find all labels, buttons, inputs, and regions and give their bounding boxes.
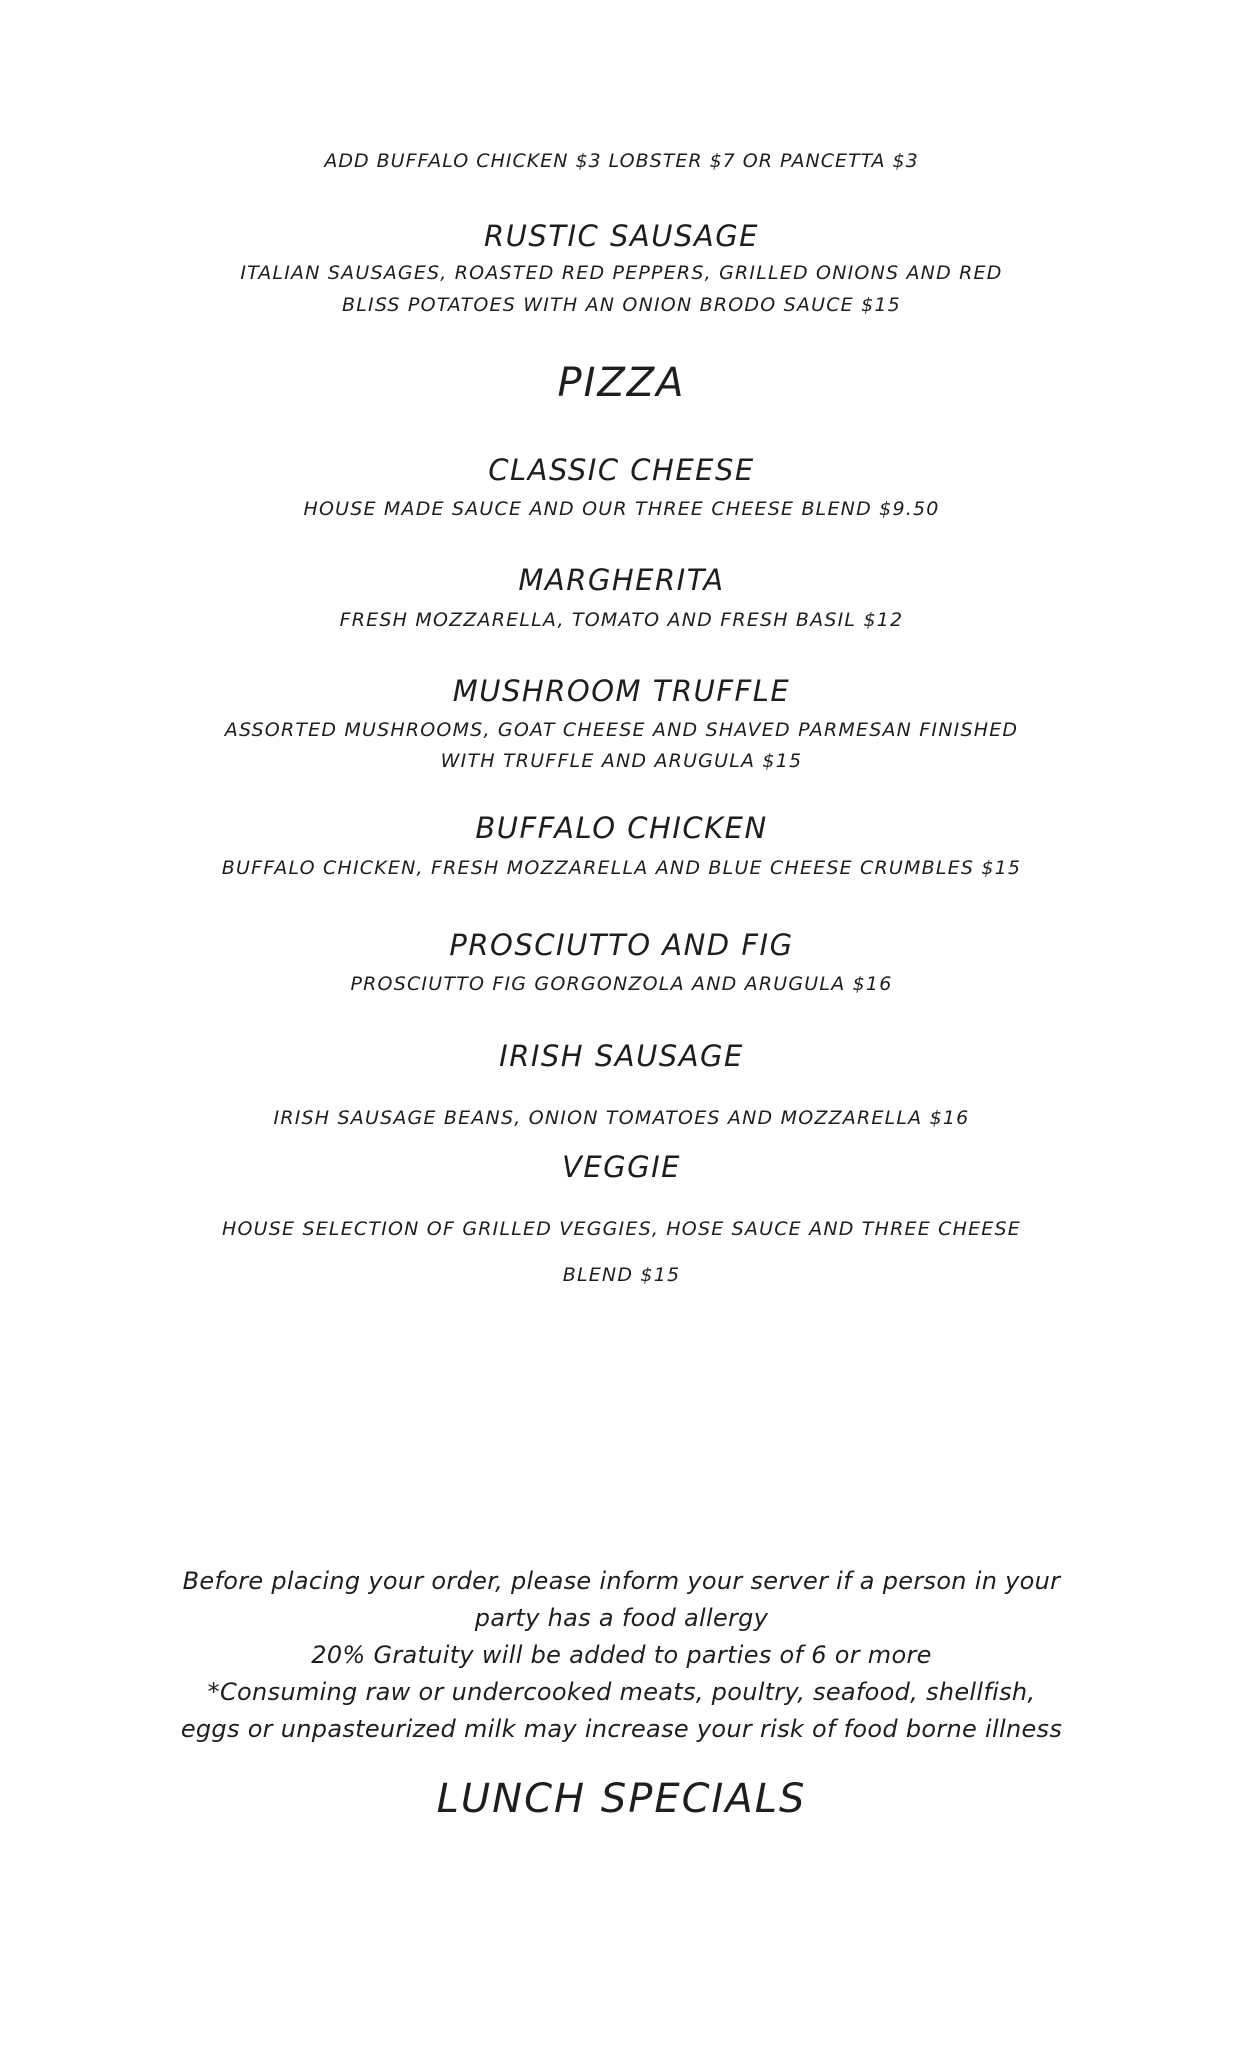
pizza-desc-veggie-2: BLEND $15: [562, 1264, 681, 1286]
pizza-title-irish-sausage: IRISH SAUSAGE: [499, 1039, 744, 1073]
lunch-specials-heading: LUNCH SPECIALS: [436, 1776, 807, 1822]
consumption-warning-2: eggs or unpasteurized milk may increase your risk of food borne illness: [180, 1715, 1063, 1743]
allergy-notice-2: party has a food allergy: [474, 1604, 769, 1632]
rustic-sausage-title: RUSTIC SAUSAGE: [483, 219, 760, 253]
pizza-desc-margherita: FRESH MOZZARELLA, TOMATO AND FRESH BASIL $12: [339, 609, 904, 631]
pizza-desc-irish-sausage: IRISH SAUSAGE BEANS, ONION TOMATOES AND MOZZARELLA $16: [273, 1107, 970, 1129]
pizza-heading: PIZZA: [557, 360, 686, 406]
pizza-title-prosciutto-fig: PROSCIUTTO AND FIG: [449, 928, 794, 962]
allergy-notice-1: Before placing your order, please inform your server if a person in your: [182, 1567, 1061, 1595]
pizza-desc-mushroom-truffle-1: ASSORTED MUSHROOMS, GOAT CHEESE AND SHAVED PARMESAN FINISHED: [224, 719, 1019, 741]
consumption-warning-1: *Consuming raw or undercooked meats, poultry, seafood, shellfish,: [207, 1678, 1036, 1706]
pizza-desc-prosciutto-fig: PROSCIUTTO FIG GORGONZOLA AND ARUGULA $16: [350, 973, 893, 995]
addon-note: ADD BUFFALO CHICKEN $3 LOBSTER $7 OR PANCETTA $3: [324, 150, 919, 172]
pizza-desc-buffalo-chicken: BUFFALO CHICKEN, FRESH MOZZARELLA AND BLUE CHEESE CRUMBLES $15: [221, 857, 1022, 879]
rustic-sausage-desc-2: BLISS POTATOES WITH AN ONION BRODO SAUCE $15: [342, 294, 901, 316]
pizza-title-mushroom-truffle: MUSHROOM TRUFFLE: [452, 674, 791, 708]
rustic-sausage-desc-1: ITALIAN SAUSAGES, ROASTED RED PEPPERS, GRILLED ONIONS AND RED: [240, 262, 1003, 284]
gratuity-notice: 20% Gratuity will be added to parties of 6 or more: [311, 1641, 932, 1669]
pizza-title-classic-cheese: CLASSIC CHEESE: [488, 453, 755, 487]
pizza-desc-classic-cheese: HOUSE MADE SAUCE AND OUR THREE CHEESE BLEND $9.50: [303, 498, 940, 520]
pizza-desc-veggie-1: HOUSE SELECTION OF GRILLED VEGGIES, HOSE SAUCE AND THREE CHEESE: [222, 1218, 1021, 1240]
pizza-title-veggie: VEGGIE: [562, 1150, 681, 1184]
pizza-title-margherita: MARGHERITA: [518, 563, 725, 597]
pizza-desc-mushroom-truffle-2: WITH TRUFFLE AND ARUGULA $15: [440, 750, 803, 772]
pizza-title-buffalo-chicken: BUFFALO CHICKEN: [475, 811, 768, 845]
